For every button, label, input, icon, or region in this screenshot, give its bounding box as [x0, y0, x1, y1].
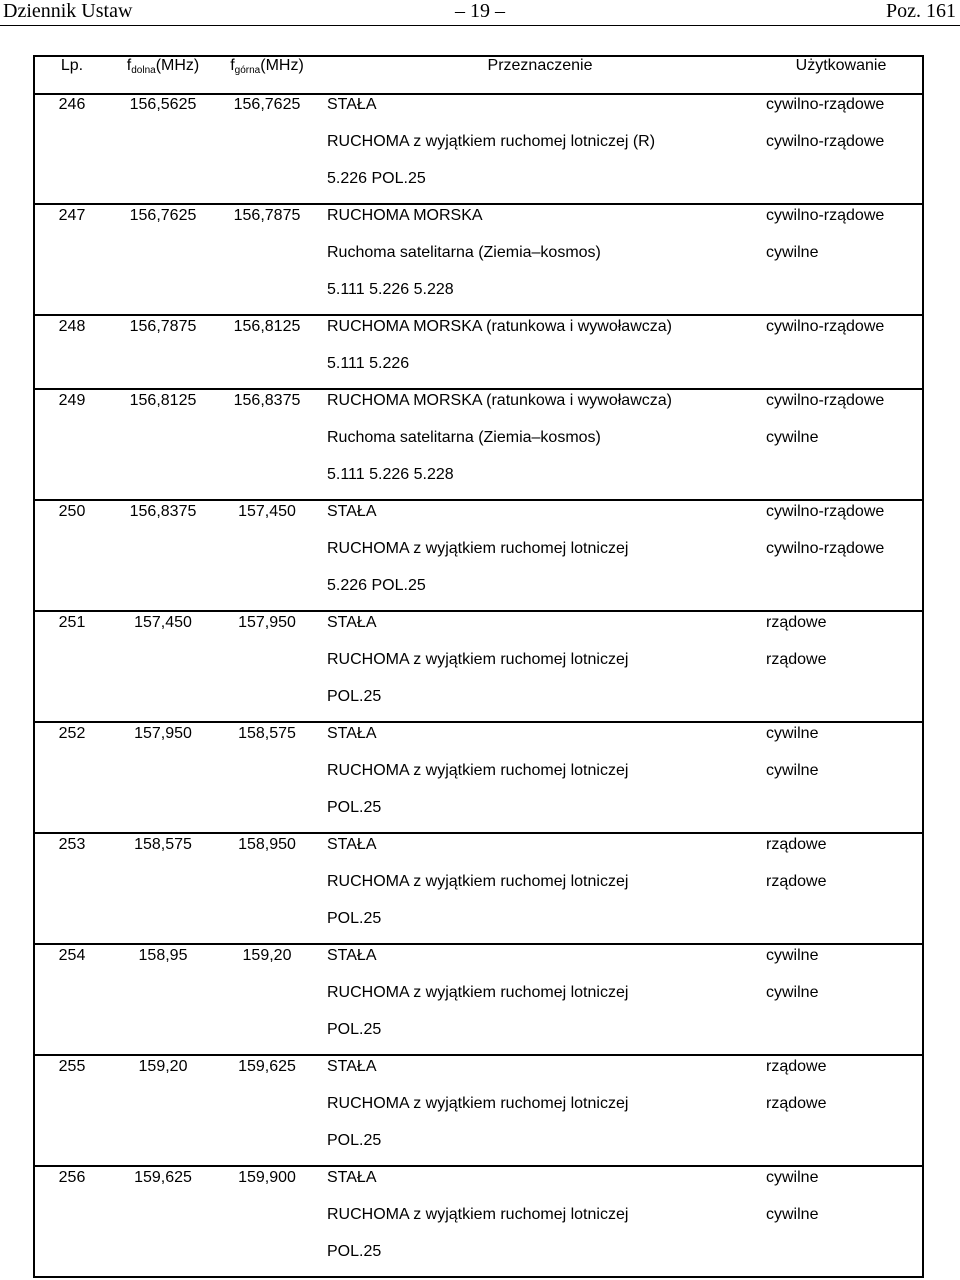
row-divider [33, 388, 924, 390]
cell-przeznaczenie-line: RUCHOMA MORSKA [327, 207, 483, 224]
cell-lp: 248 [58, 318, 86, 335]
cell-uzytkowanie: cywilno-rządowe [766, 392, 885, 409]
cell-przeznaczenie-line: RUCHOMA z wyjątkiem ruchomej lotniczej [327, 762, 629, 779]
cell-przeznaczenie-line: POL.25 [327, 1021, 382, 1038]
page-number: – 19 – [455, 0, 505, 22]
column-header-lp: Lp. [60, 57, 84, 74]
cell-przeznaczenie-line: 5.111 5.226 5.228 [327, 466, 454, 483]
cell-lp: 256 [58, 1169, 86, 1186]
column-header-f-gorna: $f_{górna}(MHz)$ [230, 57, 304, 76]
cell-f-dolna: 156,7875 [129, 318, 197, 335]
cell-f-dolna: 156,8375 [129, 503, 197, 520]
row-divider [33, 832, 924, 834]
column-header-przeznaczenie: Przeznaczenie [487, 57, 593, 74]
page-header [0, 0, 960, 24]
cell-przeznaczenie-line: RUCHOMA MORSKA (ratunkowa i wywoławcza) [327, 392, 672, 409]
position-number: Poz. 161 [886, 0, 956, 22]
cell-przeznaczenie-line: STAŁA [327, 725, 377, 742]
cell-uzytkowanie: cywilne [766, 1206, 819, 1223]
cell-przeznaczenie-line: 5.226 POL.25 [327, 170, 426, 187]
cell-f-dolna: 157,450 [134, 614, 192, 631]
row-divider [33, 1054, 924, 1056]
cell-przeznaczenie-line: RUCHOMA z wyjątkiem ruchomej lotniczej [327, 1206, 629, 1223]
cell-przeznaczenie-line: RUCHOMA z wyjątkiem ruchomej lotniczej [327, 984, 629, 1001]
row-divider [33, 203, 924, 205]
cell-uzytkowanie: cywilno-rządowe [766, 96, 885, 113]
cell-przeznaczenie-line: RUCHOMA z wyjątkiem ruchomej lotniczej [327, 651, 629, 668]
cell-przeznaczenie-line: POL.25 [327, 910, 382, 927]
cell-uzytkowanie: cywilne [766, 1169, 819, 1186]
cell-przeznaczenie-line: RUCHOMA z wyjątkiem ruchomej lotniczej [327, 1095, 629, 1112]
row-divider [33, 314, 924, 316]
cell-przeznaczenie-line: STAŁA [327, 503, 377, 520]
cell-f-dolna: 159,20 [138, 1058, 188, 1075]
cell-f-dolna: 156,8125 [129, 392, 197, 409]
cell-f-gorna: 157,950 [238, 614, 296, 631]
cell-przeznaczenie-line: RUCHOMA z wyjątkiem ruchomej lotniczej (R) [327, 133, 656, 150]
cell-przeznaczenie-line: POL.25 [327, 799, 382, 816]
cell-przeznaczenie-line: 5.111 5.226 [327, 355, 410, 372]
cell-uzytkowanie: rządowe [766, 614, 827, 631]
cell-f-dolna: 159,625 [134, 1169, 192, 1186]
cell-lp: 250 [58, 503, 86, 520]
cell-f-gorna: 156,8125 [233, 318, 301, 335]
cell-uzytkowanie: rządowe [766, 1095, 827, 1112]
row-divider [33, 721, 924, 723]
cell-lp: 254 [58, 947, 86, 964]
cell-uzytkowanie: cywilne [766, 947, 819, 964]
cell-przeznaczenie-line: 5.111 5.226 5.228 [327, 281, 454, 298]
cell-uzytkowanie: rządowe [766, 836, 827, 853]
cell-f-gorna: 158,575 [238, 725, 296, 742]
cell-lp: 253 [58, 836, 86, 853]
cell-f-gorna: 158,950 [238, 836, 296, 853]
cell-f-gorna: 156,7625 [233, 96, 301, 113]
cell-uzytkowanie: cywilne [766, 725, 819, 742]
cell-przeznaczenie-line: STAŁA [327, 1169, 377, 1186]
cell-f-dolna: 156,7625 [129, 207, 197, 224]
row-divider [33, 499, 924, 501]
cell-uzytkowanie: cywilno-rządowe [766, 133, 885, 150]
cell-f-gorna: 156,7875 [233, 207, 301, 224]
cell-uzytkowanie: cywilno-rządowe [766, 540, 885, 557]
cell-lp: 247 [58, 207, 86, 224]
cell-lp: 246 [58, 96, 86, 113]
cell-przeznaczenie-line: STAŁA [327, 96, 377, 113]
cell-przeznaczenie-line: STAŁA [327, 614, 377, 631]
row-divider [33, 1165, 924, 1167]
cell-przeznaczenie-line: RUCHOMA z wyjątkiem ruchomej lotniczej [327, 873, 629, 890]
cell-f-gorna: 159,625 [238, 1058, 296, 1075]
cell-uzytkowanie: cywilno-rządowe [766, 318, 885, 335]
cell-przeznaczenie-line: STAŁA [327, 947, 377, 964]
cell-uzytkowanie: cywilno-rządowe [766, 503, 885, 520]
cell-przeznaczenie-line: Ruchoma satelitarna (Ziemia–kosmos) [327, 244, 601, 261]
cell-f-dolna: 157,950 [134, 725, 192, 742]
cell-przeznaczenie-line: STAŁA [327, 1058, 377, 1075]
header-rule [0, 25, 960, 26]
row-divider [33, 943, 924, 945]
cell-f-gorna: 156,8375 [233, 392, 301, 409]
cell-f-dolna: 158,95 [138, 947, 188, 964]
cell-uzytkowanie: rządowe [766, 873, 827, 890]
cell-uzytkowanie: cywilno-rządowe [766, 207, 885, 224]
cell-przeznaczenie-line: RUCHOMA MORSKA (ratunkowa i wywoławcza) [327, 318, 672, 335]
cell-przeznaczenie-line: 5.226 POL.25 [327, 577, 426, 594]
row-divider [33, 610, 924, 612]
journal-title: Dziennik Ustaw [3, 0, 133, 22]
cell-przeznaczenie-line: POL.25 [327, 1243, 382, 1260]
cell-f-dolna: 158,575 [134, 836, 192, 853]
cell-f-gorna: 157,450 [238, 503, 296, 520]
cell-uzytkowanie: rządowe [766, 1058, 827, 1075]
cell-lp: 249 [58, 392, 86, 409]
cell-f-gorna: 159,20 [242, 947, 292, 964]
cell-uzytkowanie: cywilne [766, 984, 819, 1001]
cell-uzytkowanie: cywilne [766, 429, 819, 446]
cell-przeznaczenie-line: POL.25 [327, 688, 382, 705]
cell-przeznaczenie-line: RUCHOMA z wyjątkiem ruchomej lotniczej [327, 540, 629, 557]
cell-f-dolna: 156,5625 [129, 96, 197, 113]
cell-lp: 255 [58, 1058, 86, 1075]
cell-uzytkowanie: rządowe [766, 651, 827, 668]
column-header-uzytkowanie: Użytkowanie [795, 57, 887, 74]
cell-przeznaczenie-line: STAŁA [327, 836, 377, 853]
cell-lp: 251 [58, 614, 86, 631]
cell-f-gorna: 159,900 [238, 1169, 296, 1186]
cell-przeznaczenie-line: Ruchoma satelitarna (Ziemia–kosmos) [327, 429, 601, 446]
cell-uzytkowanie: cywilne [766, 244, 819, 261]
cell-lp: 252 [58, 725, 86, 742]
column-header-f-dolna: $f_{dolna}(MHz)$ [126, 57, 200, 76]
cell-uzytkowanie: cywilne [766, 762, 819, 779]
cell-przeznaczenie-line: POL.25 [327, 1132, 382, 1149]
